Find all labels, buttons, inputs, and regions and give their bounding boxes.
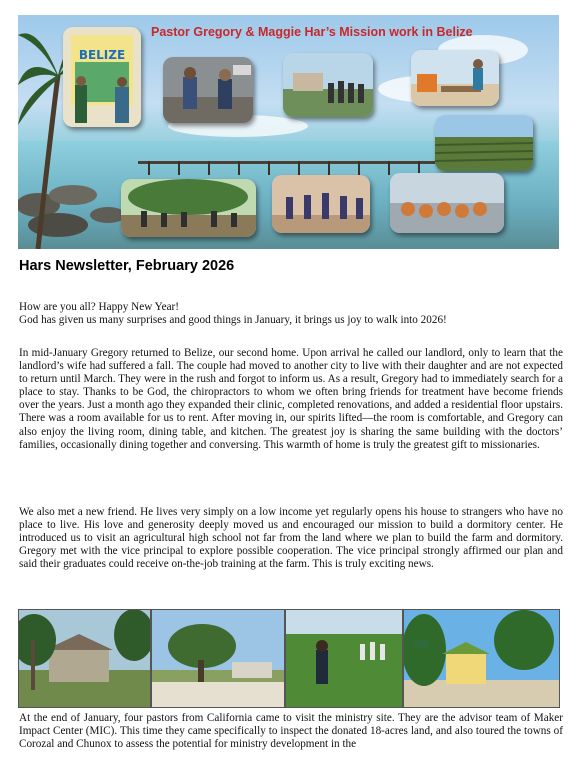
photo-cane-field-walk — [285, 609, 403, 708]
photo-meeting-table — [411, 50, 499, 106]
photo-people-working — [163, 57, 253, 123]
header-banner — [18, 15, 559, 249]
banner-title: Pastor Gregory & Maggie Har’s Mission work in Belize — [151, 25, 473, 39]
belize-sign-text: BELIZE — [78, 48, 126, 62]
photo-farm-field — [435, 115, 533, 171]
paragraph-pastors-visit: At the end of January, four pastors from California came to visit the ministry site. They are the advisor team of Maker Impact Center (MIC). This time they came specifically to inspect the donated 18-acres land, and also toured the towns of Corozal and Chunox to assess the potential for ministry development in the — [19, 712, 563, 751]
photo-seated-group — [390, 173, 504, 233]
newsletter-title: Hars Newsletter, February 2026 — [19, 258, 235, 274]
paragraph-new-friend: We also met a new friend. He lives very simply on a low income yet regularly opens his house to strangers who have no place to live. His love and generosity deeply moved us and encouraged our mission to build a dormitory center. He introduced us to visit an agricultural high school not far from the land where we plan to build the farm and dormitory. Gregory met with the vice principal to explore possible cooperation. The vice principal strongly affirmed our plan and said their graduates could receive on-the-job training at the farm. This is truly exciting news. — [19, 506, 563, 571]
paragraph-housing: In mid-January Gregory returned to Belize, our second home. Upon arrival he called our landlord, only to learn that the landlord’s wife had suffered a fall. The couple had moved to another city to live with their daughter and are not expected to return until March. They were in the rush and forgot to inform us. As a result, Gregory had to immediately search for a place to stay. Thanks to be God, the chiropractors to whom we often bring friends for treatment have become friends over the years. Just a month ago they expanded their clinic, completed renovations, and added a residential floor upstairs. There was a room available for us to rent. After moving in, our spirits lifted—the room is comfortable, and Gregory can also enjoy the living room, dining table, and kitchen. The greatest joy is sharing the same building with the doctors’ families, occasionally dining together and conversing. This warmth of home is truly the greatest gift to missionaries. — [19, 347, 563, 451]
photo-belize-sign — [63, 27, 141, 127]
photo-school-campus — [151, 609, 285, 708]
paragraph-greeting: How are you all? Happy New Year! God has given us many surprises and good things in January, it brings us joy to walk into 2026! — [19, 301, 447, 327]
photo-group-visit — [283, 53, 373, 117]
photo-tree-gathering — [121, 179, 256, 237]
photo-house-palms — [18, 609, 151, 708]
photo-bus-stop-road — [403, 609, 560, 708]
photo-group-dancing — [272, 175, 370, 233]
